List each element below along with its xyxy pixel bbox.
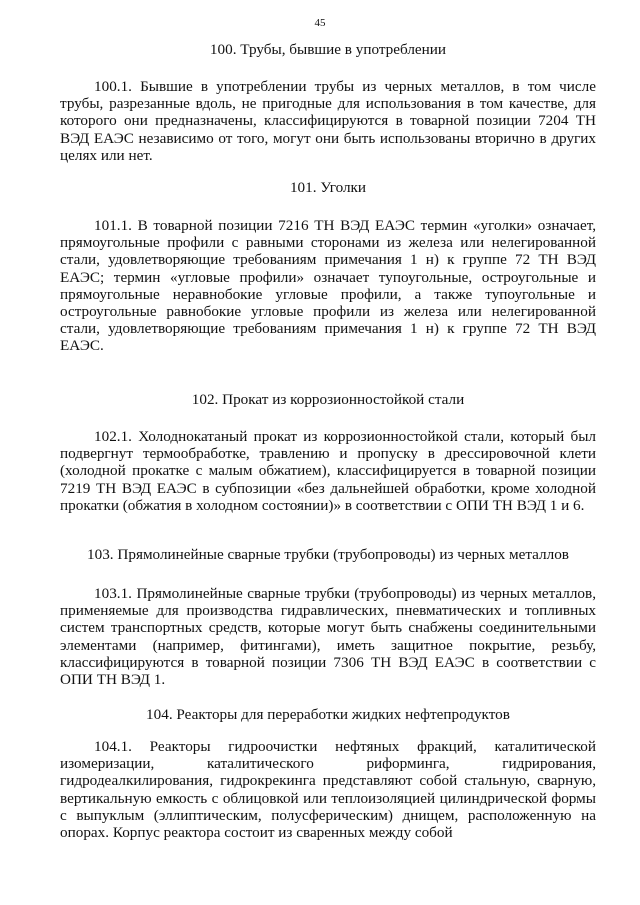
paragraph-103-1: 103.1. Прямолинейные сварные трубки (трубопроводы) из черных металлов, применяемые для производства гидравлических, пневматических и топливных систем транспортных средств, которые могут быть снабжены соединительными элементами (например, фитингами), иметь защитное покрытие, резьбу, классифицируются в товарной позиции 7306 ТН ВЭД ЕАЭС в соответствии с ОПИ ТН ВЭД 1. xyxy=(60,585,596,689)
page-number: 45 xyxy=(314,17,326,29)
paragraph-104-1: 104.1. Реакторы гидроочистки нефтяных фракций, каталитической изомеризации, каталитического риформинга, гидрирования, гидродеалкилирования, гидрокрекинга представляют собой стальную, сварную, вертикальную емкость с облицовкой или теплоизоляцией цилиндрической формы с выпуклым (эллиптическим, полусферическим) днищем, расположенную на опорах. Корпус реактора состоит из сваренных между собой xyxy=(60,738,596,842)
section-heading-104: 104. Реакторы для переработки жидких нефтепродуктов xyxy=(146,706,510,723)
paragraph-102-1: 102.1. Холоднокатаный прокат из коррозионностойкой стали, который был подвергнут термообработке, травлению и пропуску в дрессировочной клети (холодной прокатке с малым обжатием), классифицируется в товарной позиции 7219 ТН ВЭД ЕАЭС в субпозиции «без дальнейшей обработки, кроме холодной прокатки (обжатия в холодном состоянии)» в соответствии с ОПИ ТН ВЭД 1 и 6. xyxy=(60,428,596,514)
section-heading-101: 101. Уголки xyxy=(289,179,367,196)
section-heading-103: 103. Прямолинейные сварные трубки (трубопроводы) из черных металлов xyxy=(87,546,569,563)
paragraph-100-1: 100.1. Бывшие в употреблении трубы из черных металлов, в том числе трубы, разрезанные вдоль, не пригодные для использования в том качестве, для которого они предназначены, классифицируются в товарной позиции 7204 ТН ВЭД ЕАЭС независимо от того, могут они быть использованы вторично в других целях или нет. xyxy=(60,78,596,164)
section-heading-100: 100. Трубы, бывшие в употреблении xyxy=(209,41,447,58)
paragraph-101-1: 101.1. В товарной позиции 7216 ТН ВЭД ЕАЭС термин «уголки» означает, прямоугольные профили с равными сторонами из железа или нелегированной стали, удовлетворяющие требованиям примечания 1 н) к группе 72 ТН ВЭД ЕАЭС; термин «угловые профили» означает тупоугольные, остроугольные и прямоугольные неравнобокие угловые профили, а также тупоугольные и остроугольные равнобокие угловые профили из железа или нелегированной стали, удовлетворяющие требованиям примечания 1 н) к группе 72 ТН ВЭД ЕАЭС. xyxy=(60,217,596,355)
section-heading-102: 102. Прокат из коррозионностойкой стали xyxy=(191,391,465,408)
